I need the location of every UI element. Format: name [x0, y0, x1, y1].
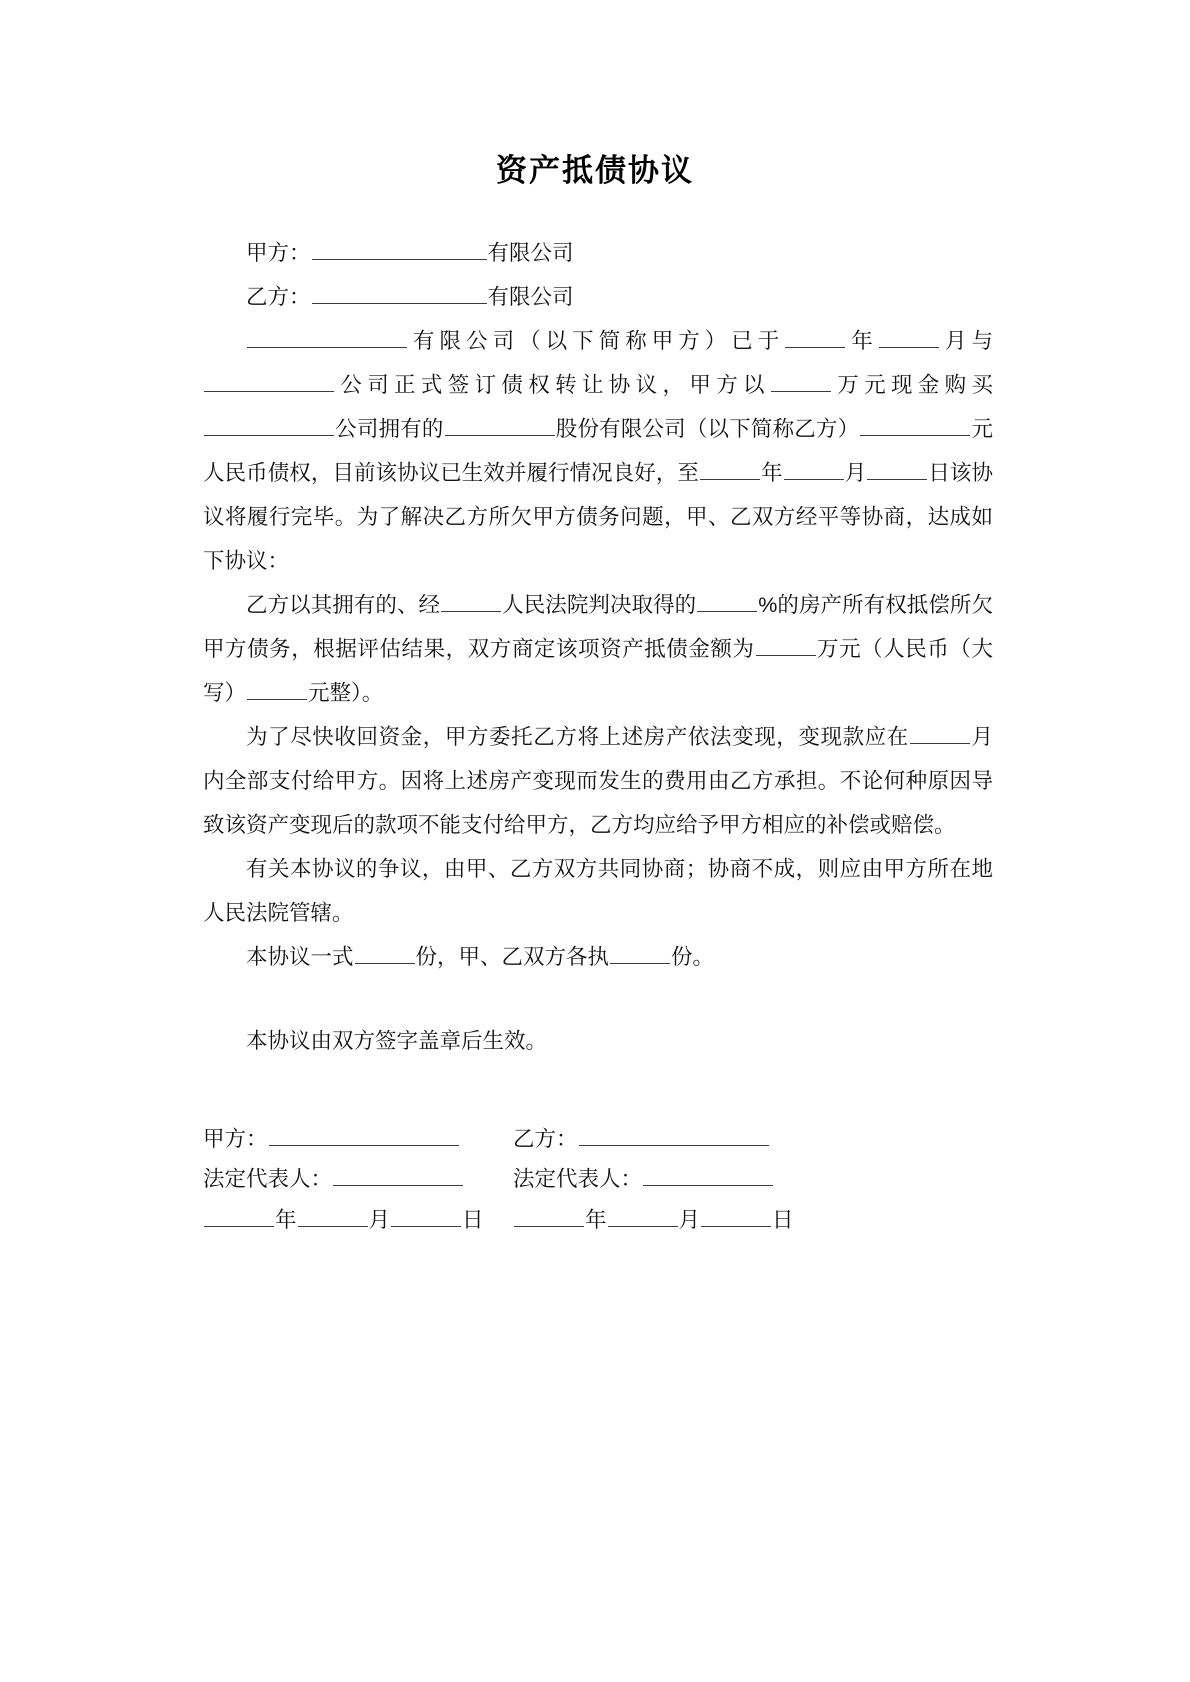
recital-seg-d: 公司正式签订债权转让协议，甲方以	[335, 373, 770, 398]
party-a-line	[203, 231, 993, 275]
legal-rep-a-blank[interactable]	[333, 1165, 463, 1186]
paragraph-effectiveness: 本协议由双方签字盖章后生效。	[246, 1029, 548, 1054]
recital-seg-i: 年	[761, 461, 783, 486]
copies-seg-a: 本协议一式	[246, 945, 354, 970]
date-b-month-blank[interactable]	[608, 1206, 678, 1227]
recital-seg-f: 公司拥有的	[335, 417, 444, 442]
copies-total-blank[interactable]	[355, 943, 415, 964]
paragraph-dispute: 有关本协议的争议，由甲、乙方双方共同协商；协商不成，则应由甲方所在地人民法院管辖。	[203, 857, 993, 926]
realization-months-blank[interactable]	[910, 723, 970, 744]
date-a-year-blank[interactable]	[204, 1206, 274, 1227]
realization-seg-a: 为了尽快收回资金，甲方委托乙方将上述房产依法变现，变现款应在	[246, 725, 909, 750]
date-b-day-blank[interactable]	[701, 1206, 771, 1227]
date-b-day-label: 日	[772, 1208, 794, 1233]
recital-seg-g: 股份有限公司（以下简称乙方）	[555, 417, 860, 442]
copies-each-blank[interactable]	[610, 943, 670, 964]
recital-end-day-blank[interactable]	[867, 459, 927, 480]
recital-seg-a: 有限公司（以下简称甲方）已于	[408, 329, 785, 354]
recital-seg-e: 万元现金购买	[831, 373, 993, 398]
recital-company-a-blank[interactable]	[247, 327, 407, 348]
recital-seg-c: 月与	[939, 329, 993, 354]
recital-month-blank[interactable]	[879, 327, 939, 348]
party-a-blank[interactable]	[312, 239, 487, 260]
date-a-month-blank[interactable]	[298, 1206, 368, 1227]
party-b-blank[interactable]	[312, 283, 487, 304]
paragraph-recitals	[203, 319, 993, 583]
paragraph-realization	[203, 715, 993, 847]
offset-seg-b: 人民法院判决取得的	[502, 593, 697, 618]
signature-names-row	[203, 1119, 993, 1159]
date-b-month-label: 月	[678, 1208, 701, 1233]
recital-debt-amount-blank[interactable]	[860, 415, 970, 436]
recital-seg-h: 元人民币债权，目前该协议已生效并履行情况良好，至	[203, 417, 993, 486]
signature-legal-rep-b	[513, 1159, 823, 1199]
date-b-year-blank[interactable]	[514, 1206, 584, 1227]
signature-date-b	[513, 1199, 823, 1241]
offset-amount-words-blank[interactable]	[247, 679, 307, 700]
party-b-suffix: 有限公司	[487, 285, 574, 310]
signature-legal-rep-a	[203, 1159, 513, 1199]
recital-seg-b: 年	[846, 329, 878, 354]
legal-rep-a-label: 法定代表人：	[203, 1167, 333, 1192]
document-body	[197, 189, 993, 1063]
recital-end-year-blank[interactable]	[700, 459, 760, 480]
signature-dates-row	[203, 1199, 993, 1241]
date-a-day-blank[interactable]	[391, 1206, 461, 1227]
party-a-label: 甲方：	[246, 241, 311, 266]
sign-party-b-label: 乙方：	[513, 1127, 578, 1152]
signature-party-a-name	[203, 1119, 513, 1159]
spacer-before-effect	[203, 979, 993, 1019]
legal-rep-b-label: 法定代表人：	[513, 1167, 643, 1192]
signature-legal-rep-row	[203, 1159, 993, 1199]
recital-seg-k: 日该协议将履行完毕。为了解决乙方所欠甲方债务问题，甲、乙双方经平等协商，达成如下协议：	[203, 461, 993, 574]
offset-court-blank[interactable]	[441, 591, 501, 612]
party-b-line	[203, 275, 993, 319]
offset-seg-e: 元整）。	[308, 681, 384, 706]
legal-rep-b-blank[interactable]	[643, 1165, 773, 1186]
copies-seg-b: 份，甲、乙双方各执	[415, 945, 610, 970]
recital-company-c-blank[interactable]	[204, 415, 334, 436]
date-a-year-label: 年	[275, 1208, 297, 1233]
recital-amount-blank[interactable]	[771, 371, 831, 392]
signature-party-b-name	[513, 1119, 823, 1159]
recital-company-b-blank[interactable]	[204, 371, 334, 392]
copies-seg-c: 份。	[671, 945, 715, 970]
realization-seg-b: 月内全部支付给甲方。因将上述房产变现而发生的费用由乙方承担。不论何种原因导致该资产变现后的款项不能支付给甲方，乙方均应给予甲方相应的补偿或赔偿。	[203, 725, 993, 838]
date-a-month-label: 月	[368, 1208, 391, 1233]
recital-end-month-blank[interactable]	[784, 459, 844, 480]
offset-seg-d: 万元（人民币（大写）	[203, 637, 993, 706]
sign-party-b-blank[interactable]	[579, 1125, 769, 1146]
paragraph-copies	[203, 935, 993, 979]
page-title: 资产抵债协议	[496, 153, 694, 188]
sign-party-a-label: 甲方：	[203, 1127, 268, 1152]
signature-date-a	[203, 1199, 513, 1241]
recital-company-d-blank[interactable]	[445, 415, 555, 436]
party-a-suffix: 有限公司	[487, 241, 574, 266]
party-b-label: 乙方：	[246, 285, 311, 310]
offset-percent-blank[interactable]	[697, 591, 757, 612]
paragraph-asset-offset	[203, 583, 993, 715]
date-a-day-label: 日	[462, 1208, 484, 1233]
recital-year-blank[interactable]	[785, 327, 845, 348]
offset-amount-blank[interactable]	[756, 635, 816, 656]
signature-block	[197, 1063, 993, 1241]
sign-party-a-blank[interactable]	[269, 1125, 459, 1146]
offset-seg-c: %的房产所有权抵偿所欠甲方债务，根据评估结果，双方商定该项资产抵债金额为	[203, 593, 993, 662]
recital-seg-j: 月	[844, 461, 867, 486]
date-b-year-label: 年	[585, 1208, 607, 1233]
offset-seg-a: 乙方以其拥有的、经	[246, 593, 441, 618]
